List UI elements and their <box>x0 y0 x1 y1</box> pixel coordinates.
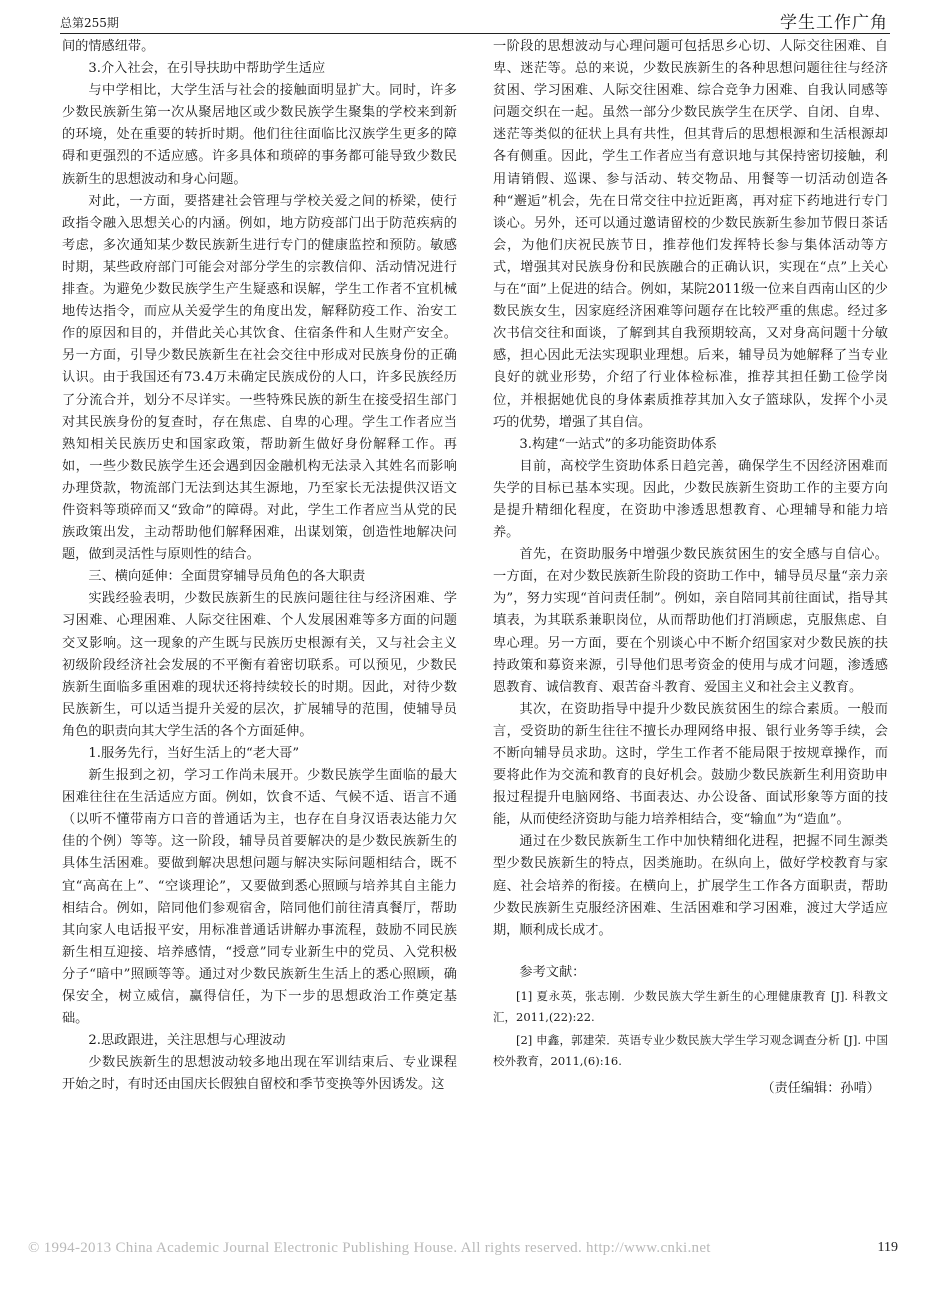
paragraph: 对此，一方面，要搭建社会管理与学校关爱之间的桥梁，使行政指令融入思想关心的内涵。例如，地方防疫部门出于防范疾病的考虑，多次通知某少数民族新生进行专门的健康监控和预防。敏感时期，某些政府部门可能会对部分学生的宗教信仰、活动情况进行排查。为避免少数民族学生产生疑惑和误解，学生工作者不宜机械地传达指令，而应从关爱学生的角度出发，解释防疫工作、治安工作的原因和目的，并借此关心其饮食、住宿条件和人生财产安全。另一方面，引导少数民族新生在社会交往中形成对民族身份的正确认识。由于我国还有73.4万未确定民族成份的人口，许多民族经历了分流合并，划分不尽详实。一些特殊民族的新生在接受招生部门对其民族身份的复查时，存在焦虑、自卑的心理。学生工作者应当熟知相关民族历史和国家政策，帮助新生做好身份解释工作。再如，一些少数民族学生还会遇到因金融机构无法录入其姓名而影响办理贷款，物流部门无法到达其生源地，乃至家长无法提供汉语文件资料等琐碎而又“致命”的障碍。对此，学生工作者应当从党的民族政策出发，主动帮助他们解释困难，出谋划策，创造性地解决问题，做到灵活性与原则性的结合。 <box>62 193 457 563</box>
paragraph: 新生报到之初，学习工作尚未展开。少数民族学生面临的最大困难往往在生活适应方面。例如，饮食不适、气候不适、语言不通（以听不懂带南方口音的普通话为主，也存在自身汉语表达能力欠佳的个例）等等。这一阶段，辅导员首要解决的是少数民族新生的具体生活困难。要做到解决思想问题与解决实际问题相结合，既不宜“高高在上”、“空谈理论”，又要做到悉心照顾与培养其自主能力相结合。例如，陪同他们参观宿舍，陪同他们前往清真餐厅，帮助其向家人电话报平安，用标准普通话讲解办事流程，鼓励不同民族新生相互迎接、培养感情，“授意”同专业新生中的党员、入党积极分子“暗中”照顾等等。通过对少数民族新生生活上的悉心照顾，确保安全，树立威信，赢得信任，为下一步的思想政治工作奠定基础。 <box>62 768 457 1027</box>
paragraph: 3.介入社会，在引导扶助中帮助学生适应 <box>88 61 326 77</box>
right-column-body <box>493 36 888 942</box>
paragraph: 间的情感纽带。 <box>62 39 155 54</box>
copyright-footer: © 1994-2013 China Academic Journal Electronic Publishing House. All rights reserved. http://www.cnki.net <box>28 1240 711 1256</box>
paragraph: 实践经验表明，少数民族新生的民族问题往往与经济困难、学习困难、心理困难、人际交往困难、个人发展困难等多方面的问题交叉影响。这一现象的产生既与民族历史根源有关，又与社会主义初级阶段经济社会发展的不平衡有着密切联系。可以预见，少数民族新生面临多重困难的现状还将持续较长的时期。因此，对待少数民族新生，可以适当提升关爱的层次，扩展辅导的范围，使辅导员角色的职责向其大学生活的各个方面延伸。 <box>62 591 457 739</box>
paragraph: 其次，在资助指导中提升少数民族贫困生的综合素质。一般而言，受资助的新生往往不擅长办理网络申报、银行业务等手续，会不断向辅导员求助。这时，学生工作者不能局限于按规章操作，而要将此作为交流和教育的良好机会。鼓励少数民族新生利用资助申报过程提升电脑网络、书面表达、办公设备、面试形象等方面的技能，从而使经济资助与能力培养相结合，变“输血”为“造血”。 <box>493 701 888 828</box>
page-number: 119 <box>877 1240 898 1255</box>
paragraph: 三、横向延伸：全面贯穿辅导员角色的各大职责 <box>88 569 366 585</box>
paragraph: 少数民族新生的思想波动较多地出现在军训结束后、专业课程开始之时，有时还由国庆长假独自留校和季节变换等外因诱发。这 <box>62 1055 457 1093</box>
journal-section-title: 学生工作广角 <box>780 13 888 33</box>
paragraph: 通过在少数民族新生工作中加快精细化进程，把握不同生源类型少数民族新生的特点，因类施助。在纵向上，做好学校教育与家庭、社会培养的衔接。在横向上，扩展学生工作各方面职责，帮助少数民族新生克服经济困难、生活困难和学习困难，渡过大学适应期，顺利成长成才。 <box>493 834 888 938</box>
paragraph: 首先，在资助服务中增强少数民族贫困生的安全感与自信心。一方面，在对少数民族新生阶段的资助工作中，辅导员尽量“亲力亲为”，努力实现“首问责任制”。例如，亲自陪同其前往面试，指导其填表，为其联系兼职岗位，从而帮助他们打消顾虑，克服焦虑、自卑心理。另一方面，要在个别谈心中不断介绍国家对少数民族的扶持政策和募资来源，引导他们思考资金的使用与成才问题，渗透感恩教育、诚信教育、艰苦奋斗教育、爱国主义和社会主义教育。 <box>493 547 888 695</box>
paragraph: 一阶段的思想波动与心理问题可包括思乡心切、人际交往困难、自卑、迷茫等。总的来说，少数民族新生的各种思想问题往往与经济贫困、学习困难、人际交往困难、综合竞争力困难、自我认同感等问题交织在一起。虽然一部分少数民族学生在厌学、自闭、自卑、迷茫等类似的征状上具有共性，但其背后的思想根源和生活根源却各有侧重。因此，学生工作者应当有意识地与其保持密切接触，利用请销假、巡课、参与活动、转交物品、用餐等一切活动创造各种“邂逅”机会，先在日常交往中拉近距离，再对症下药地进行专门谈心。另外，还可以通过邀请留校的少数民族新生参加节假日茶话会，为他们庆祝民族节日，推荐他们发挥特长参与集体活动等方式，增强其对民族身份和民族融合的正确认识，实现在“点”上关心与在“面”上促进的结合。例如，某院2011级一位来自西南山区的少数民族女生，因家庭经济困难等问题存在比较严重的焦虑。经过多次书信交往和面谈，了解到其自我预期较高，又对身高问题十分敏感，担心因此无法实现职业理想。后来，辅导员为她解释了当专业良好的就业形势，介绍了行业体检标准，推荐其担任勤工俭学岗位，并根据她优良的身体素质推荐其加入女子篮球队，发挥个小灵巧的优势，增强了其自信。 <box>493 39 888 430</box>
paragraph: 目前，高校学生资助体系日趋完善，确保学生不因经济困难而失学的目标已基本实现。因此，少数民族新生资助工作的主要方向是提升精细化程度，在资助中渗透思想教育、心理辅导和能力培养。 <box>493 458 888 541</box>
paragraph: 1.服务先行，当好生活上的“老大哥” <box>88 746 300 761</box>
paragraph: 3.构建“一站式”的多功能资助体系 <box>519 436 717 452</box>
references-title: 参考文献： <box>519 964 586 980</box>
reference-list <box>493 986 888 1072</box>
responsible-editor: （责任编辑：孙啃） <box>761 1080 880 1096</box>
reference-item: [2] 申鑫，郭建荣．英语专业少数民族大学生学习观念调查分析 [J]. 中国校外教育，2011,(6):16. <box>493 1032 888 1068</box>
right-column <box>493 36 888 1100</box>
paragraph: 与中学相比，大学生活与社会的接触面明显扩大。同时，许多少数民族新生第一次从聚居地区或少数民族学生聚集的学校来到新的环境，处在重要的转折时期。他们往往面临比汉族学生更多的障碍和更强烈的不适应感。许多具体和琐碎的事务都可能导致少数民族新生的思想波动和身心问题。 <box>62 83 457 187</box>
header-rule <box>60 33 890 34</box>
reference-item: [1] 夏永英，张志刚．少数民族大学生新生的心理健康教育 [J]. 科教文汇，2011,(22):22. <box>493 988 888 1024</box>
issue-number: 总第255期 <box>60 16 119 30</box>
paragraph: 2.思政跟进，关注思想与心理波动 <box>88 1033 286 1049</box>
left-column <box>62 36 457 1097</box>
